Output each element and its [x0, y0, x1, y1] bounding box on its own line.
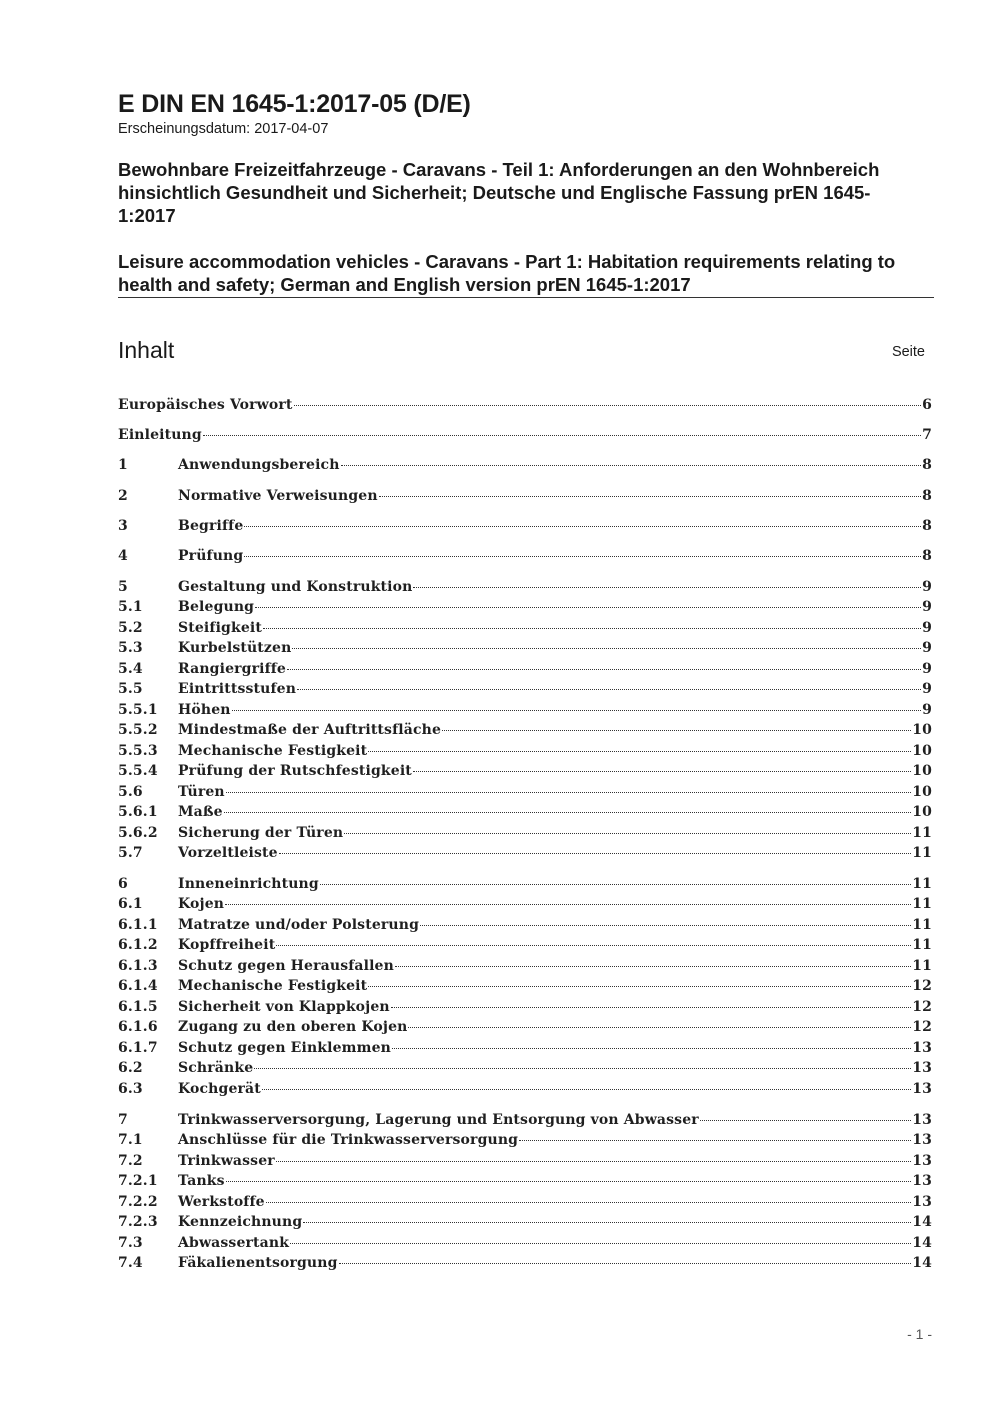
toc-entry-page: 13	[912, 1173, 932, 1189]
toc-entry-page: 13	[912, 1153, 932, 1169]
toc-entry-number: 5.5.2	[118, 722, 158, 738]
toc-entry-label: Mechanische Festigkeit	[178, 743, 368, 759]
toc-entry-label: Höhen	[178, 702, 231, 718]
toc-dot-leader	[244, 526, 921, 527]
toc-entry-number: 7	[118, 1112, 128, 1128]
toc-entry-number: 5.5.1	[118, 702, 158, 718]
toc-entry-label: Normative Verweisungen	[178, 488, 378, 504]
toc-entry-number: 2	[118, 488, 128, 504]
toc-entry-label: Schutz gegen Einklemmen	[178, 1040, 391, 1056]
toc-entry[interactable]	[118, 782, 932, 802]
toc-dot-leader	[320, 884, 911, 885]
toc-entry-page: 10	[912, 722, 932, 738]
toc-entry-number: 5.6.1	[118, 804, 158, 820]
toc-heading: Inhalt	[118, 337, 175, 363]
toc-entry-label: Anschlüsse für die Trinkwasserversorgung	[178, 1132, 519, 1148]
toc-entry-label: Inneneinrichtung	[178, 876, 319, 892]
toc-dot-leader	[368, 751, 911, 752]
toc-entry-number: 3	[118, 518, 128, 534]
toc-entry-label: Trinkwasser	[178, 1153, 275, 1169]
toc-dot-leader	[232, 710, 922, 711]
toc-entry[interactable]	[118, 546, 932, 566]
toc-dot-leader	[303, 1222, 911, 1223]
toc-entry[interactable]	[118, 956, 932, 976]
toc-dot-leader	[413, 771, 911, 772]
toc-entry-number: 5.3	[118, 640, 143, 656]
toc-entry-page: 8	[922, 518, 932, 534]
toc-entry[interactable]	[118, 720, 932, 740]
toc-entry-page: 10	[912, 784, 932, 800]
toc-entry-label: Begriffe	[178, 518, 244, 534]
toc-page-column-label: Seite	[891, 344, 925, 360]
toc-entry-page: 9	[922, 681, 932, 697]
toc-entry[interactable]	[118, 455, 932, 475]
toc-entry-page: 9	[922, 661, 932, 677]
toc-entry-number: 7.3	[118, 1235, 143, 1251]
toc-entry-page: 13	[912, 1081, 932, 1097]
toc-dot-leader	[276, 1161, 911, 1162]
toc-entry-page: 11	[912, 937, 932, 953]
toc-entry-label: Mindestmaße der Auftrittsfläche	[178, 722, 442, 738]
toc-entry-page: 9	[922, 599, 932, 615]
toc-entry[interactable]	[118, 577, 932, 597]
toc-entry-page: 10	[912, 763, 932, 779]
toc-entry[interactable]	[118, 679, 932, 699]
toc-entry[interactable]	[118, 874, 932, 894]
toc-entry-page: 8	[922, 457, 932, 473]
toc-entry-label: Eintrittsstufen	[178, 681, 297, 697]
toc-entry-page: 12	[912, 978, 932, 994]
toc-dot-leader	[279, 853, 912, 854]
toc-entry-number: 6.1.5	[118, 999, 158, 1015]
toc-dot-leader	[203, 435, 921, 436]
toc-entry-label: Kennzeichnung	[178, 1214, 303, 1230]
toc-entry[interactable]	[118, 935, 932, 955]
toc-entry-label: Kojen	[178, 896, 225, 912]
toc-entry-label: Abwassertank	[178, 1235, 290, 1251]
toc-entry-page: 8	[922, 548, 932, 564]
toc-entry[interactable]	[118, 618, 932, 638]
toc-entry-label: Sicherung der Türen	[178, 825, 344, 841]
toc-entry[interactable]	[118, 395, 932, 415]
toc-entry[interactable]	[118, 700, 932, 720]
toc-entry-number: 6.3	[118, 1081, 143, 1097]
toc-dot-leader	[420, 925, 911, 926]
toc-entry[interactable]	[118, 1058, 932, 1078]
toc-dot-leader	[339, 1263, 912, 1264]
toc-entry-page: 10	[912, 804, 932, 820]
toc-entry-number: 6.1	[118, 896, 143, 912]
toc-dot-leader	[408, 1027, 911, 1028]
toc-dot-leader	[290, 1243, 911, 1244]
toc-entry-number: 5.6	[118, 784, 143, 800]
toc-entry-number: 7.2.2	[118, 1194, 158, 1210]
toc-entry-page: 11	[912, 845, 932, 861]
toc-entry[interactable]	[118, 915, 932, 935]
toc-entry[interactable]	[118, 1110, 932, 1130]
toc-entry-page: 11	[912, 876, 932, 892]
toc-dot-leader	[292, 648, 921, 649]
toc-entry[interactable]	[118, 802, 932, 822]
toc-entry-page: 14	[912, 1235, 932, 1251]
toc-entry-number: 5.5.3	[118, 743, 158, 759]
toc-entry-number: 5.2	[118, 620, 143, 636]
toc-entry-number: 7.4	[118, 1255, 143, 1271]
toc-entry-page: 8	[922, 488, 932, 504]
toc-entry-label: Maße	[178, 804, 223, 820]
toc-dot-leader	[226, 792, 911, 793]
toc-dot-leader	[254, 1068, 911, 1069]
toc-entry-number: 7.2	[118, 1153, 143, 1169]
toc-entry-number: 7.2.1	[118, 1173, 158, 1189]
toc-entry-number: 6.1.2	[118, 937, 158, 953]
toc-entry[interactable]	[118, 894, 932, 914]
toc-entry-label: Gestaltung und Konstruktion	[178, 579, 413, 595]
toc-entry[interactable]	[118, 1253, 932, 1273]
toc-dot-leader	[225, 904, 911, 905]
toc-entry-label: Prüfung der Rutschfestigkeit	[178, 763, 412, 779]
toc-entry-label: Werkstoffe	[178, 1194, 265, 1210]
toc-dot-leader	[519, 1140, 911, 1141]
toc-entry-label: Kopffreiheit	[178, 937, 276, 953]
toc-entry-page: 11	[912, 825, 932, 841]
toc-entry[interactable]	[118, 1192, 932, 1212]
toc-entry-label: Tanks	[178, 1173, 225, 1189]
toc-entry-page: 7	[922, 427, 932, 443]
toc-entry[interactable]	[118, 741, 932, 761]
toc-entry-page: 12	[912, 999, 932, 1015]
toc-dot-leader	[297, 689, 921, 690]
toc-entry-number: 7.2.3	[118, 1214, 158, 1230]
toc-entry[interactable]	[118, 1151, 932, 1171]
toc-entry-page: 11	[912, 917, 932, 933]
toc-dot-leader	[224, 812, 911, 813]
toc-entry[interactable]	[118, 1130, 932, 1150]
toc-entry-number: 5.1	[118, 599, 143, 615]
toc-entry-page: 9	[922, 702, 932, 718]
toc-entry-label: Schutz gegen Herausfallen	[178, 958, 394, 974]
toc-entry[interactable]	[118, 823, 932, 843]
toc-entry[interactable]	[118, 976, 932, 996]
toc-entry-label: Anwendungsbereich	[178, 457, 340, 473]
toc-entry[interactable]	[118, 1017, 932, 1037]
toc-entry-label: Matratze und/oder Polsterung	[178, 917, 420, 933]
document-id: E DIN EN 1645-1:2017-05 (D/E)	[118, 90, 471, 118]
toc-dot-leader	[392, 1048, 911, 1049]
toc-entry[interactable]	[118, 516, 932, 536]
toc-entry-page: 13	[912, 1194, 932, 1210]
toc-entry[interactable]	[118, 659, 932, 679]
toc-entry-number: 1	[118, 457, 128, 473]
toc-entry-number: 6.1.1	[118, 917, 158, 933]
toc-entry-label: Belegung	[178, 599, 255, 615]
toc-entry-number: 7.1	[118, 1132, 143, 1148]
toc-entry-number: 5.5.4	[118, 763, 158, 779]
toc-entry-label: Prüfung	[178, 548, 244, 564]
toc-entry[interactable]	[118, 425, 932, 445]
toc-entry-number: 6.1.4	[118, 978, 158, 994]
toc-entry-label: Europäisches Vorwort	[118, 397, 293, 413]
toc-entry-page: 9	[922, 640, 932, 656]
toc-entry-label: Türen	[178, 784, 225, 800]
toc-dot-leader	[263, 628, 921, 629]
toc-dot-leader	[341, 465, 922, 466]
toc-entry-label: Steifigkeit	[178, 620, 262, 636]
toc-dot-leader	[395, 966, 911, 967]
header-divider	[118, 297, 934, 298]
toc-entry[interactable]	[118, 997, 932, 1017]
toc-entry-label: Kurbelstützen	[178, 640, 292, 656]
toc-entry-page: 13	[912, 1040, 932, 1056]
toc-dot-leader	[276, 945, 911, 946]
toc-dot-leader	[391, 1007, 911, 1008]
toc-dot-leader	[344, 833, 911, 834]
page-number: - 1 -	[907, 1326, 932, 1342]
toc-entry-number: 6	[118, 876, 128, 892]
toc-dot-leader	[287, 669, 921, 670]
toc-entry-number: 5.4	[118, 661, 143, 677]
toc-entry-label: Mechanische Festigkeit	[178, 978, 368, 994]
toc-entry-page: 9	[922, 620, 932, 636]
toc-entry[interactable]	[118, 1233, 932, 1253]
toc-entry-number: 6.1.6	[118, 1019, 158, 1035]
toc-entry-page: 13	[912, 1132, 932, 1148]
toc-entry-number: 5.7	[118, 845, 143, 861]
toc-dot-leader	[266, 1202, 912, 1203]
toc-dot-leader	[442, 730, 911, 731]
toc-entry-page: 11	[912, 896, 932, 912]
toc-entry-page: 14	[912, 1214, 932, 1230]
toc-dot-leader	[262, 1089, 911, 1090]
toc-entry-label: Vorzeltleiste	[178, 845, 278, 861]
toc-dot-leader	[255, 607, 921, 608]
title-english: Leisure accommodation vehicles - Caravans - Part 1: Habitation requirements relating to health and safety; German and English version prEN 1645-1:2017	[118, 251, 896, 295]
toc-entry-page: 9	[922, 579, 932, 595]
toc-entry-number: 6.2	[118, 1060, 143, 1076]
toc-dot-leader	[368, 986, 911, 987]
toc-entry-number: 5.5	[118, 681, 143, 697]
toc-entry-page: 6	[922, 397, 932, 413]
toc-entry[interactable]	[118, 843, 932, 863]
toc-entry[interactable]	[118, 1171, 932, 1191]
toc-entry-page: 10	[912, 743, 932, 759]
toc-entry-number: 5	[118, 579, 128, 595]
toc-entry[interactable]	[118, 1079, 932, 1099]
toc-entry-label: Trinkwasserversorgung, Lagerung und Entsorgung von Abwasser	[178, 1112, 699, 1128]
toc-entry-label: Sicherheit von Klappkojen	[178, 999, 390, 1015]
toc-entry[interactable]	[118, 638, 932, 658]
publication-date: Erscheinungsdatum: 2017-04-07	[118, 121, 329, 137]
toc-dot-leader	[700, 1120, 911, 1121]
toc-entry-number: 5.6.2	[118, 825, 158, 841]
toc-dot-leader	[294, 405, 922, 406]
toc-entry-number: 4	[118, 548, 128, 564]
toc-entry-page: 14	[912, 1255, 932, 1271]
toc-entry[interactable]	[118, 597, 932, 617]
toc-dot-leader	[413, 587, 921, 588]
toc-dot-leader	[226, 1181, 912, 1182]
toc-entry-page: 12	[912, 1019, 932, 1035]
toc-entry-page: 11	[912, 958, 932, 974]
toc-entry-label: Rangiergriffe	[178, 661, 286, 677]
toc-entry[interactable]	[118, 1212, 932, 1232]
toc-entry[interactable]	[118, 1038, 932, 1058]
toc-entry-page: 13	[912, 1060, 932, 1076]
title-german: Bewohnbare Freizeitfahrzeuge - Caravans - Teil 1: Anforderungen an den Wohnbereich hinsichtlich Gesundheit und Sicherheit; Deutsche und Englische Fassung prEN 1645-1:2017	[118, 159, 880, 226]
toc-entry-label: Einleitung	[118, 427, 202, 443]
toc-entry[interactable]	[118, 486, 932, 506]
toc-entry-label: Zugang zu den oberen Kojen	[178, 1019, 408, 1035]
toc-entry[interactable]	[118, 761, 932, 781]
toc-entry-label: Schränke	[178, 1060, 254, 1076]
toc-entry-number: 6.1.3	[118, 958, 158, 974]
toc-entry-number: 6.1.7	[118, 1040, 158, 1056]
toc-entry-label: Kochgerät	[178, 1081, 261, 1097]
toc-entry-page: 13	[912, 1112, 932, 1128]
toc-dot-leader	[244, 556, 921, 557]
toc-dot-leader	[379, 496, 921, 497]
toc-entry-label: Fäkalienentsorgung	[178, 1255, 338, 1271]
